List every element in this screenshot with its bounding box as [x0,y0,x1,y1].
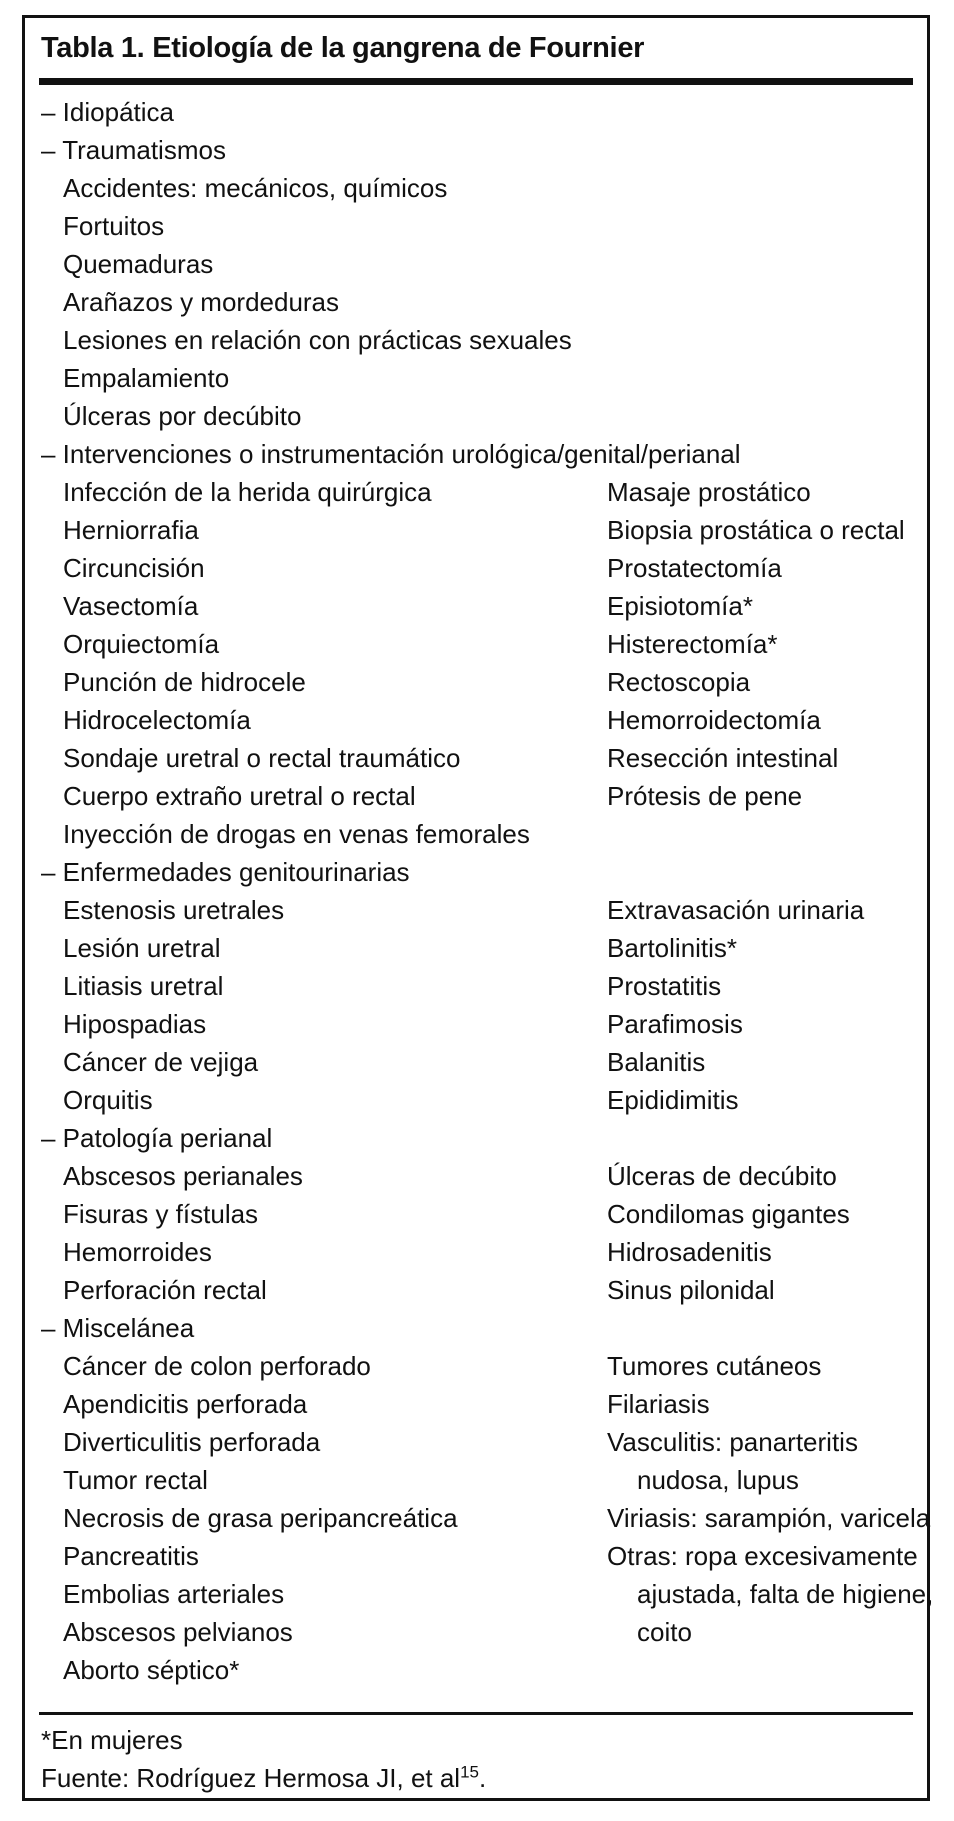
cause-left: Hemorroides [63,1237,212,1267]
cause-left: Orquitis [63,1085,153,1115]
table-row [39,701,909,739]
table-row [39,511,909,549]
cause-right: nudosa, lupus [637,1465,799,1495]
cause-right: Úlceras de decúbito [607,1161,837,1191]
section-heading-row [39,1119,909,1157]
table-row [39,397,909,435]
table-row [39,473,909,511]
table-body [39,93,934,1689]
table-row [39,1423,909,1461]
cause-left: Vasectomía [63,591,199,621]
cause-left: Litiasis uretral [63,971,224,1001]
cause-right: Epididimitis [607,1085,739,1115]
cause-right: Condilomas gigantes [607,1199,850,1229]
cause-left: Empalamiento [63,363,230,393]
table-row [39,625,909,663]
section-heading: – Enfermedades genitourinarias [41,857,410,887]
section-heading-row [39,131,909,169]
cause-left: Accidentes: mecánicos, químicos [63,173,448,203]
cause-right: Balanitis [607,1047,706,1077]
cause-left: Cáncer de vejiga [63,1047,259,1077]
table-row [39,739,909,777]
section-heading: – Intervenciones o instrumentación urológica/genital/perianal [41,439,741,469]
cause-left: Necrosis de grasa peripancreática [63,1503,458,1533]
cause-left: Abscesos pelvianos [63,1617,293,1647]
cause-left: Punción de hidrocele [63,667,306,697]
cause-right: Hemorroidectomía [607,705,821,735]
cause-left: Cuerpo extraño uretral o rectal [63,781,416,811]
table-notes [41,1721,486,1797]
cause-left: Perforación rectal [63,1275,267,1305]
cause-right: Parafimosis [607,1009,743,1039]
cause-left: Abscesos perianales [63,1161,303,1191]
table-row [39,169,909,207]
cause-right: Prótesis de pene [607,781,803,811]
table-row [39,1195,909,1233]
table-row [39,663,909,701]
title-divider [39,78,913,85]
cause-right: Tumores cutáneos [607,1351,822,1381]
cause-right: Viriasis: sarampión, varicela [607,1503,931,1533]
section-heading-row [39,853,909,891]
cause-right: Filariasis [607,1389,710,1419]
table-row [39,1651,909,1689]
cause-left: Estenosis uretrales [63,895,285,925]
table-row [39,1081,909,1119]
source-text: Fuente: Rodríguez Hermosa JI, et al [41,1763,461,1793]
cause-right: Histerectomía* [607,629,778,659]
cause-left: Orquiectomía [63,629,220,659]
table-row [39,891,909,929]
table-row [39,321,909,359]
table-row [39,207,909,245]
cause-right: Episiotomía* [607,591,753,621]
cause-right: Bartolinitis* [607,933,738,963]
cause-left: Infección de la herida quirúrgica [63,477,432,507]
table-row [39,1347,909,1385]
table-row [39,1499,931,1537]
table-row [39,1385,909,1423]
cause-left: Lesión uretral [63,933,221,963]
cause-right: Biopsia prostática o rectal [607,515,905,545]
cause-left: Tumor rectal [63,1465,208,1495]
section-heading: – Idiopática [41,97,174,127]
table-row [39,815,909,853]
table-row [39,245,909,283]
cause-left: Arañazos y mordeduras [63,287,340,317]
section-heading: – Traumatismos [41,135,226,165]
cause-left: Pancreatitis [63,1541,199,1571]
cause-left: Fisuras y fístulas [63,1199,259,1229]
cause-left: Diverticulitis perforada [63,1427,321,1457]
section-heading: – Miscelánea [41,1313,195,1343]
table-row [39,587,909,625]
source-end: . [479,1763,487,1793]
cause-right: coito [637,1617,692,1647]
cause-right: Prostatectomía [607,553,782,583]
table-row [39,1575,934,1613]
cause-right: Sinus pilonidal [607,1275,775,1305]
cause-right: ajustada, falta de higiene, [637,1579,934,1609]
cause-left: Herniorrafia [63,515,199,545]
source-line [41,1759,486,1797]
cause-left: Embolias arteriales [63,1579,285,1609]
cause-right: Otras: ropa excesivamente [607,1541,918,1571]
table-row [39,1271,909,1309]
table-frame [22,15,934,1801]
cause-left: Quemaduras [63,249,214,279]
cause-left: Hipospadias [63,1009,207,1039]
table-row [39,777,909,815]
section-heading: – Patología perianal [41,1123,273,1153]
footnote: *En mujeres [41,1725,183,1755]
cause-left: Úlceras por decúbito [63,401,302,431]
cause-right: Resección intestinal [607,743,839,773]
table-row [39,929,909,967]
table-row [39,549,909,587]
cause-right: Extravasación urinaria [607,895,865,925]
cause-right: Hidrosadenitis [607,1237,772,1267]
cause-left: Aborto séptico* [63,1655,240,1685]
cause-right: Prostatitis [607,971,722,1001]
cause-left: Apendicitis perforada [63,1389,308,1419]
cause-right: Rectoscopia [607,667,751,697]
section-heading-row [39,1309,909,1347]
table-row [39,1157,909,1195]
section-heading-row [39,435,909,473]
table-row [39,1005,909,1043]
table-title: Tabla 1. Etiología de la gangrena de Fournier [41,32,645,64]
cause-left: Cáncer de colon perforado [63,1351,371,1381]
footer-divider [39,1712,913,1715]
table-row [39,1233,909,1271]
source-reference: 15 [460,1762,480,1782]
cause-left: Lesiones en relación con prácticas sexuales [63,325,572,355]
table-row [39,1461,909,1499]
cause-left: Sondaje uretral o rectal traumático [63,743,461,773]
table-row [39,1613,909,1651]
table-row [39,359,909,397]
cause-left: Inyección de drogas en venas femorales [63,819,530,849]
table-row [39,283,909,321]
table-row [39,1537,918,1575]
cause-left: Hidrocelectomía [63,705,251,735]
cause-right: Masaje prostático [607,477,811,507]
cause-left: Fortuitos [63,211,165,241]
table-row [39,967,909,1005]
cause-right: Vasculitis: panarteritis [607,1427,858,1457]
cause-left: Circuncisión [63,553,205,583]
table-row [39,1043,909,1081]
section-heading-row [39,93,909,131]
